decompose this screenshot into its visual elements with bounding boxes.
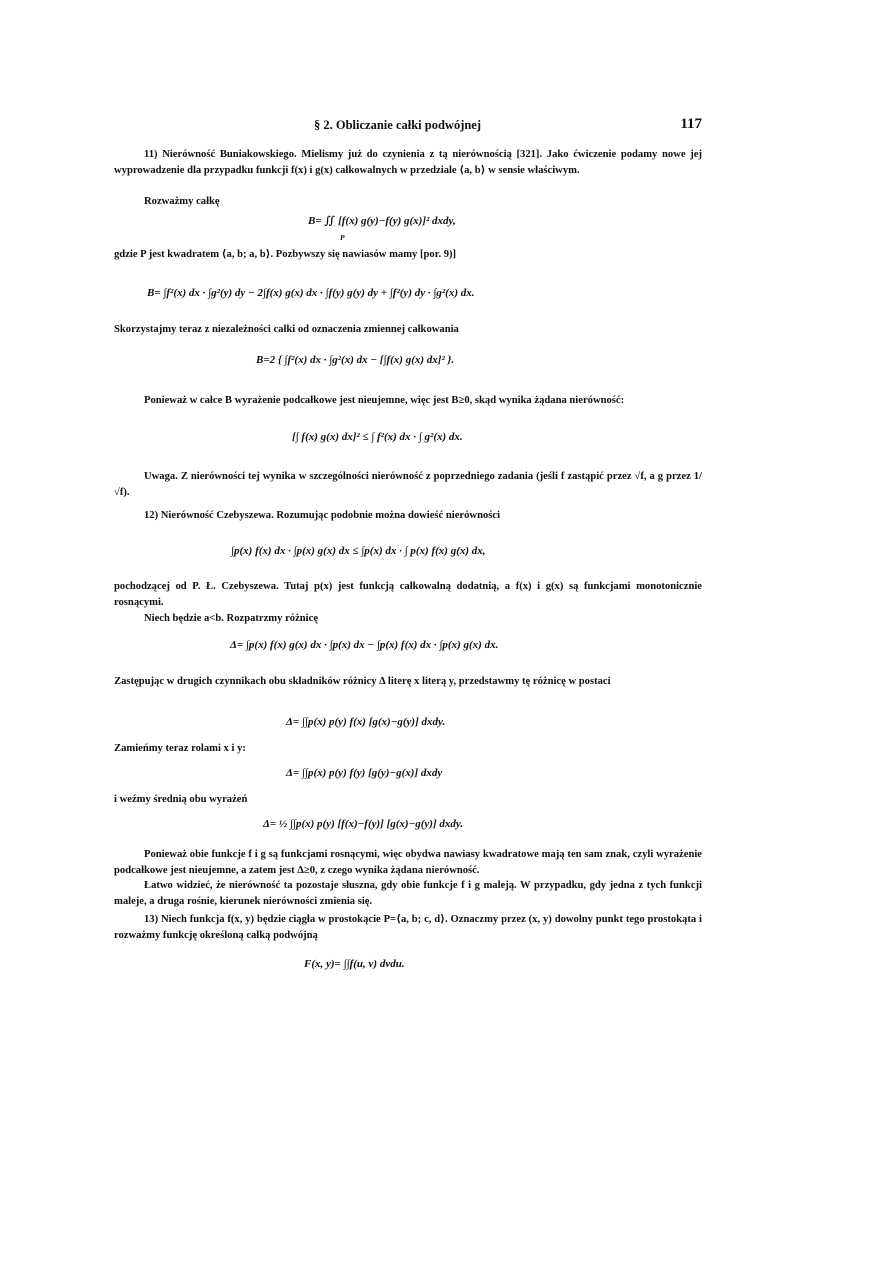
paragraph-average: i weźmy średnią obu wyrażeń — [114, 794, 248, 805]
paragraph-nonnegative: Ponieważ w całce B wyrażenie podcałkowe jest nieujemne, więc jest B≥0, skąd wynika żądana nierówność: — [144, 395, 625, 406]
paragraph-consider-difference: Niech będzie a<b. Rozpatrzmy różnicę — [144, 613, 319, 624]
formula-chebyshev-inequality: ∫p(x) f(x) dx · ∫p(x) g(x) dx ≤ ∫p(x) dx · ∫ p(x) f(x) g(x) dx, — [231, 545, 486, 557]
page-number: 117 — [680, 116, 702, 132]
paragraph-chebyshev: 12) Nierówność Czebyszewa. Rozumując podobnie można dowieść nierówności — [144, 510, 501, 521]
paragraph-substitution: Zastępując w drugich czynnikach obu składników różnicy Δ literę x literą y, przedstawmy tę różnicę w postaci — [114, 676, 611, 687]
formula-delta-double-2: Δ= ∫∫p(x) p(y) f(y) [g(y)−g(x)] dxdy — [286, 767, 443, 779]
paragraph-chebyshev-origin: pochodzącej od P. Ł. Czebyszewa. Tutaj p(x) jest funkcją całkowalną dodatnią, a f(x) i g(x) są funkcjami monotonicznie rosnącymi. — [114, 581, 702, 608]
formula-F-definition: F(x, y)= ∫∫f(u, v) dvdu. — [304, 958, 405, 970]
formula-delta-average: Δ= ½ ∫∫p(x) p(y) [f(x)−f(y)] [g(x)−g(y)] dxdy. — [263, 818, 464, 830]
paragraph-consider-integral: Rozważmy całkę — [144, 196, 220, 207]
formula-delta-difference: Δ= ∫p(x) f(x) g(x) dx · ∫p(x) dx − ∫p(x) f(x) dx · ∫p(x) g(x) dx. — [230, 639, 499, 651]
formula-buniakowski-inequality: [∫ f(x) g(x) dx]² ≤ ∫ f²(x) dx · ∫ g²(x) dx. — [292, 431, 463, 443]
formula-B-simplified: B=2 { ∫f²(x) dx · ∫g²(x) dx − [∫f(x) g(x) dx]² }. — [256, 354, 455, 366]
section-title: § 2. Obliczanie całki podwójnej — [314, 118, 482, 132]
formula-delta-double-1: Δ= ∫∫p(x) p(y) f(x) [g(x)−g(y)] dxdy. — [286, 716, 446, 728]
formula-B-expanded: B= ∫f²(x) dx · ∫g²(y) dy − 2∫f(x) g(x) dx · ∫f(y) g(y) dy + ∫f²(y) dy · ∫g²(x) dx. — [147, 287, 475, 299]
paragraph-remark: Uwaga. Z nierówności tej wynika w szczególności nierówność z poprzedniego zadania (jeśli f zastąpić przez √f, a g przez 1/√f). — [114, 471, 702, 498]
limit-P: P — [340, 233, 345, 242]
paragraph-buniakowski: 11) Nierówność Buniakowskiego. Mielismy już do czynienia z tą nierównością [321]. Jako ćwiczenie podamy nowe jej wyprowadzenie dla przypadku funkcji f(x) i g(x) całkowalnych w przedziale ⟨a, b⟩ w sensie właściwym. — [114, 149, 702, 176]
running-header — [114, 118, 702, 136]
formula-B-definition: B= ∬ [f(x) g(y)−f(y) g(x)]² dxdy, — [308, 215, 456, 227]
paragraph-swap-roles: Zamieńmy teraz rolami x i y: — [114, 743, 246, 754]
paragraph-independence: Skorzystajmy teraz z niezależności całki od oznaczenia zmiennej całkowania — [114, 324, 459, 335]
paragraph-problem-13: 13) Niech funkcja f(x, y) będzie ciągła w prostokącie P=⟨a, b; c, d⟩. Oznaczmy przez (x, y) dowolny punkt tego prostokąta i rozważmy funkcję określoną całką podwójną — [114, 914, 702, 941]
paragraph-conclusion: Ponieważ obie funkcje f i g są funkcjami rosnącymi, więc obydwa nawiasy kwadratowe mają ten sam znak, czyli wyrażenie podcałkowe jest nieujemne, a zatem jest Δ≥0, z czego wynika żądana nierówność. — [114, 849, 702, 876]
paragraph-square-P: gdzie P jest kwadratem ⟨a, b; a, b⟩. Pozbywszy się nawiasów mamy [por. 9)] — [114, 249, 457, 260]
paragraph-decreasing: Łatwo widzieć, że nierówność ta pozostaje słuszna, gdy obie funkcje f i g maleją. W przypadku, gdy jedna z tych funkcji maleje, a druga rośnie, kierunek nierówności zmienia się. — [114, 880, 702, 907]
